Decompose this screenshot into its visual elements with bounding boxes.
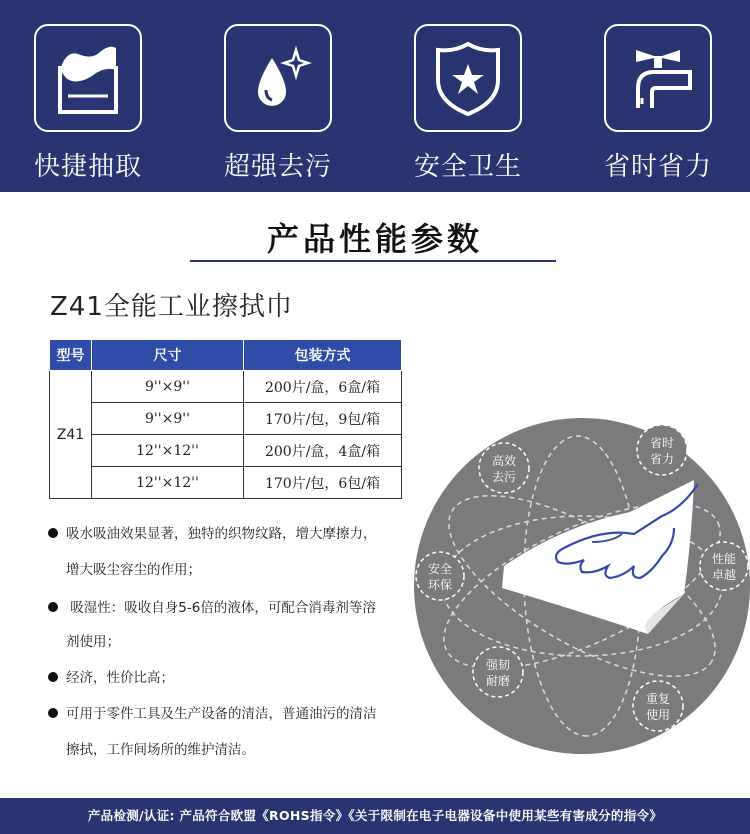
packing-cell: 170片/包，6包/箱 [244,467,402,499]
table-row [50,467,402,499]
feature-label: 快捷抽取 [33,152,142,182]
tag-high-efficiency [479,443,529,493]
table-row [50,435,402,467]
certification-footer: 产品检测/认证: 产品符合欧盟《ROHS指令》《关于限制在电子电器设备中使用某些有害成分的指令》 [0,798,750,834]
tag-safe-eco [416,552,464,600]
packing-cell: 170片/包，9包/箱 [244,403,402,435]
tag-tough-durable [473,647,523,697]
header-packing: 包装方式 [244,340,402,371]
table-row [50,403,402,435]
svg-text:重复: 重复 [645,692,671,706]
bullet-dot-icon [48,528,58,538]
svg-text:安全: 安全 [427,562,453,576]
table-header-row [50,340,402,371]
table-row [50,371,402,403]
tag-save-time [637,425,687,475]
size-cell: 12''×12'' [92,467,244,499]
size-cell: 9''×9'' [92,371,244,403]
header-model: 型号 [50,340,92,371]
bullet-dot-icon [48,708,58,718]
feature-save-effort [604,24,712,183]
feature-label: 省时省力 [603,152,712,182]
product-name: Z41全能工业擦拭巾 [50,292,293,322]
shield-star-icon [414,24,522,132]
header-size: 尺寸 [92,340,244,371]
size-cell: 12''×12'' [92,435,244,467]
feature-safe-hygiene [414,24,522,183]
model-cell: Z41 [50,371,92,499]
svg-text:高效: 高效 [491,454,517,468]
water-drop-sparkle-icon [224,24,332,132]
feature-strong-clean [224,24,332,183]
svg-text:耐磨: 耐磨 [485,674,511,688]
title-underline [190,260,556,262]
tag-reusable [633,681,683,731]
bullet-line: 吸湿性：吸收自身5-6倍的液体，可配合消毒剂等溶 [48,596,376,616]
feature-label: 超强去污 [223,152,332,182]
packing-cell: 200片/盒，4盒/箱 [244,435,402,467]
svg-text:性能: 性能 [711,552,737,566]
svg-text:使用: 使用 [645,708,671,722]
bullet-line: 增大吸尘容尘的作用； [66,562,201,578]
feature-label: 安全卫生 [413,152,522,182]
section-title: 产品性能参数 [266,220,483,258]
size-cell: 9''×9'' [92,403,244,435]
feature-banner [0,0,750,192]
feature-quick-draw [34,24,142,183]
feature-circle-illustration [412,416,750,756]
spec-table [49,339,402,499]
bullet-dot-icon [48,672,58,682]
bullet-dot-icon [48,602,58,612]
svg-text:去污: 去污 [491,470,517,484]
bullet-line: 经济，性价比高； [48,666,174,686]
svg-text:省力: 省力 [649,452,675,466]
svg-text:强韧: 强韧 [485,658,511,672]
bullet-line: 擦拭，工作间场所的维护清洁。 [66,742,255,758]
faucet-icon [604,24,712,132]
tissue-box-icon [34,24,142,132]
tag-performance [700,542,748,590]
svg-text:卓越: 卓越 [711,568,737,582]
bullet-line: 剂使用； [66,634,120,650]
bullet-line: 吸水吸油效果显著，独特的织物纹路，增大摩擦力， [48,522,377,542]
packing-cell: 200片/盒，6盒/箱 [244,371,402,403]
bullet-line: 可用于零件工具及生产设备的清洁，普通油污的清洁 [48,702,377,722]
svg-text:环保: 环保 [427,578,453,592]
svg-text:省时: 省时 [649,436,675,450]
